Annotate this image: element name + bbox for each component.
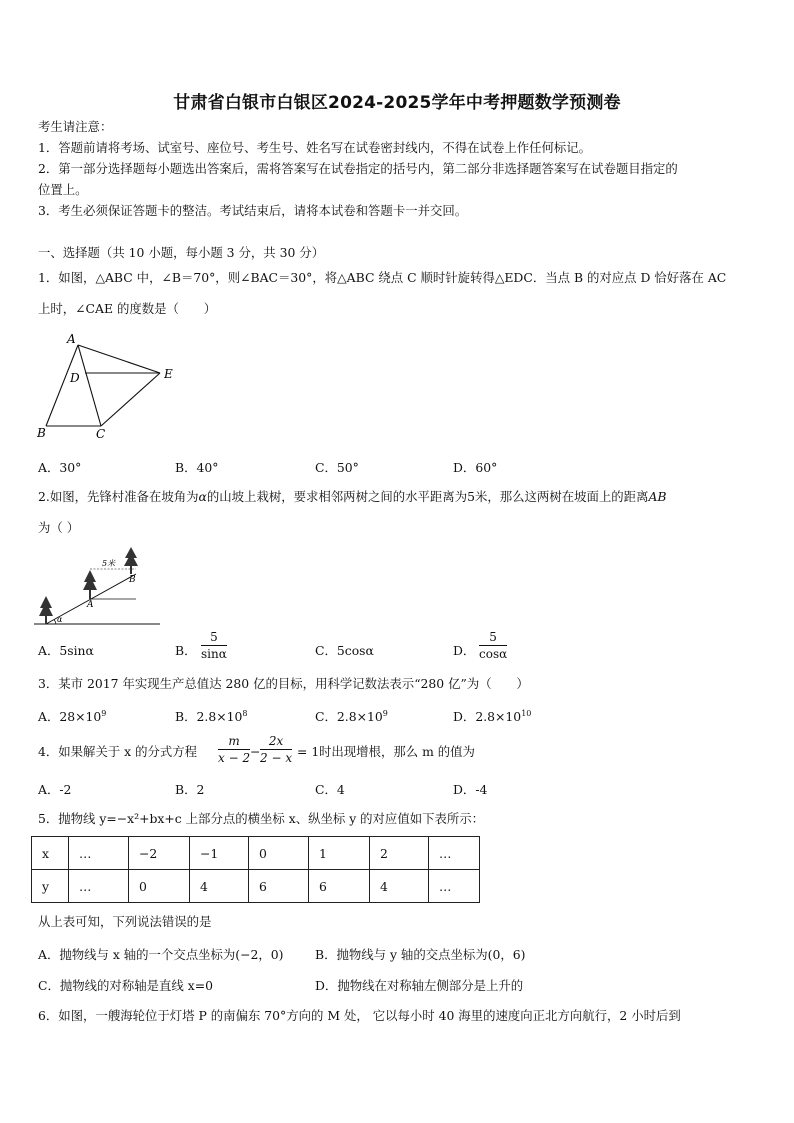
q2-alpha: α <box>198 489 207 504</box>
q5-option-a[interactable]: A．抛物线与 x 轴的一个交点坐标为(−2，0) <box>38 947 284 962</box>
q1-line-ac <box>78 345 101 426</box>
q5-option-b[interactable]: B．抛物线与 y 轴的交点坐标为(0，6) <box>315 947 526 962</box>
table-row <box>32 870 480 903</box>
q2-option-d-prefix[interactable]: D． <box>453 643 476 658</box>
table-cell: … <box>429 870 480 903</box>
q3-option-d[interactable] <box>453 707 531 725</box>
table-cell: 6 <box>309 870 370 903</box>
notice-heading: 考生请注意： <box>38 119 113 134</box>
q4-fraction-1-den: x − 2 <box>218 751 251 765</box>
q2-slope-figure <box>32 544 162 626</box>
q1-label-a: A <box>67 332 76 346</box>
table-cell: 2 <box>370 837 429 870</box>
q2-text-line1 <box>38 489 667 505</box>
q2-option-d-num: 5 <box>479 630 507 646</box>
table-cell: x <box>32 837 69 870</box>
q3-option-b-exp: 8 <box>242 708 248 718</box>
q2-option-b-den: sinα <box>201 647 227 661</box>
q1-option-a[interactable]: A．30° <box>38 460 82 475</box>
q4-text-prefix: 4．如果解关于 x 的分式方程 <box>38 744 198 759</box>
q5-value-table <box>31 836 480 903</box>
q3-option-d-prefix: D． <box>453 709 476 724</box>
q2-option-c[interactable]: C．5cosα <box>315 643 374 658</box>
notice-item-2: 2．第一部分选择题每小题选出答案后，需将答案写在试卷指定的括号内，第二部分非选择题答案写在试卷题目指定的 <box>38 161 678 176</box>
q4-equals: = 1 <box>297 744 320 759</box>
q4-fraction-2-den: 2 − x <box>260 751 293 765</box>
q3-option-d-base: 2.8×10 <box>475 709 522 724</box>
q5-text-after: 从上表可知，下列说法错误的是 <box>38 914 212 929</box>
q1-text-line2: 上时，∠CAE 的度数是（ ） <box>38 301 217 316</box>
q2-label-alpha: α <box>57 615 63 624</box>
q3-option-c[interactable] <box>315 707 388 725</box>
q4-fraction-2 <box>260 734 292 765</box>
q1-label-e: E <box>164 367 173 381</box>
q5-text: 5．抛物线 y=−x²+bx+c 上部分点的横坐标 x、纵坐标 y 的对应值如下表所示： <box>38 811 485 826</box>
q1-label-c: C <box>96 427 106 441</box>
q3-option-c-prefix: C． <box>315 709 337 724</box>
q3-option-d-exp: 10 <box>521 708 532 718</box>
notice-item-1: 1．答题前请将考场、试室号、座位号、考生号、姓名写在试卷密封线内，不得在试卷上作任何标记。 <box>38 140 592 155</box>
table-cell: … <box>69 837 129 870</box>
q4-text-suffix: 时出现增根，那么 m 的值为 <box>319 744 475 759</box>
q5-option-c[interactable]: C．抛物线的对称轴是直线 x=0 <box>38 978 213 993</box>
q2-angle-arc <box>54 620 56 625</box>
table-cell: y <box>32 870 69 903</box>
table-cell: 4 <box>370 870 429 903</box>
q3-option-b-prefix: B． <box>175 709 197 724</box>
q1-triangle-figure <box>34 330 184 445</box>
table-row <box>32 837 480 870</box>
q3-option-a-prefix: A． <box>38 709 60 724</box>
q4-minus: − <box>250 744 261 759</box>
table-cell: 4 <box>190 870 249 903</box>
tree-icon <box>39 596 53 624</box>
q2-text-line2: 为（ ） <box>38 520 80 535</box>
q1-option-c[interactable]: C．50° <box>315 460 359 475</box>
table-cell: … <box>429 837 480 870</box>
q2-option-b-num: 5 <box>201 630 227 646</box>
q2-option-b-prefix[interactable]: B． <box>175 643 197 658</box>
q1-label-b: B <box>37 426 46 440</box>
q4-fraction-2-num: 2x <box>260 734 292 750</box>
table-cell: −2 <box>129 837 190 870</box>
q4-fraction-1 <box>218 734 250 765</box>
table-cell: 0 <box>249 837 309 870</box>
table-cell: 6 <box>249 870 309 903</box>
q3-option-b-base: 2.8×10 <box>196 709 243 724</box>
table-cell: … <box>69 870 129 903</box>
table-cell: 1 <box>309 837 370 870</box>
q1-option-d[interactable]: D．60° <box>453 460 498 475</box>
section-heading: 一、选择题（共 10 小题，每小题 3 分，共 30 分） <box>38 245 325 260</box>
q3-option-a[interactable] <box>38 707 106 725</box>
q4-option-c[interactable]: C．4 <box>315 782 345 797</box>
table-cell: −1 <box>190 837 249 870</box>
notice-item-3: 3．考生必须保证答题卡的整洁。考试结束后，请将本试卷和答题卡一并交回。 <box>38 203 468 218</box>
q1-line-ae <box>78 345 160 373</box>
q3-option-a-base: 28×10 <box>59 709 102 724</box>
q2-option-b-fraction <box>201 630 227 661</box>
q2-option-d-fraction <box>479 630 507 661</box>
q1-text-line1: 1．如图，△ABC 中，∠B＝70°，则∠BAC＝30°，将△ABC 绕点 C 顺时针旋转得△EDC．当点 B 的对应点 D 恰好落在 AC <box>38 270 727 285</box>
q4-option-d[interactable]: D．-4 <box>453 782 488 797</box>
tree-icon <box>124 547 138 574</box>
q3-option-c-exp: 9 <box>382 708 388 718</box>
q4-option-b[interactable]: B．2 <box>175 782 205 797</box>
q1-line-ab <box>46 345 78 426</box>
q3-option-c-base: 2.8×10 <box>336 709 383 724</box>
q3-text: 3．某市 2017 年实现生产总值达 280 亿的目标，用科学记数法表示“280 亿”为（ ） <box>38 676 529 691</box>
q4-option-a[interactable]: A．-2 <box>38 782 72 797</box>
tree-icon <box>83 570 97 599</box>
q2-text-part1: 2.如图，先锋村准备在坡角为 <box>38 489 199 504</box>
q2-label-b: B <box>129 575 136 585</box>
q2-ab: AB <box>648 489 667 504</box>
page-title: 甘肃省白银市白银区2024-2025学年中考押题数学预测卷 <box>173 93 621 113</box>
q4-fraction-1-num: m <box>218 734 250 750</box>
q6-text: 6．如图，一艘海轮位于灯塔 P 的南偏东 70°方向的 M 处， 它以每小时 40 海里的速度向正北方向航行，2 小时后到 <box>38 1008 681 1023</box>
q3-option-a-exp: 9 <box>101 708 107 718</box>
q2-option-a[interactable]: A．5sinα <box>38 643 94 658</box>
q2-distance-label: 5米 <box>102 559 116 568</box>
q2-label-a: A <box>87 600 94 610</box>
q2-text-part2: 的山坡上栽树，要求相邻两树之间的水平距离为5米，那么这两树在坡面上的距离 <box>206 489 649 504</box>
q2-option-d-den: cosα <box>479 647 508 661</box>
q1-label-d: D <box>70 371 80 385</box>
q3-option-b[interactable] <box>175 707 247 725</box>
notice-item-2-cont: 位置上。 <box>38 182 88 197</box>
q1-option-b[interactable]: B．40° <box>175 460 219 475</box>
q5-option-d[interactable]: D．抛物线在对称轴左侧部分是上升的 <box>315 978 524 993</box>
q1-line-ce <box>101 373 160 426</box>
table-cell: 0 <box>129 870 190 903</box>
